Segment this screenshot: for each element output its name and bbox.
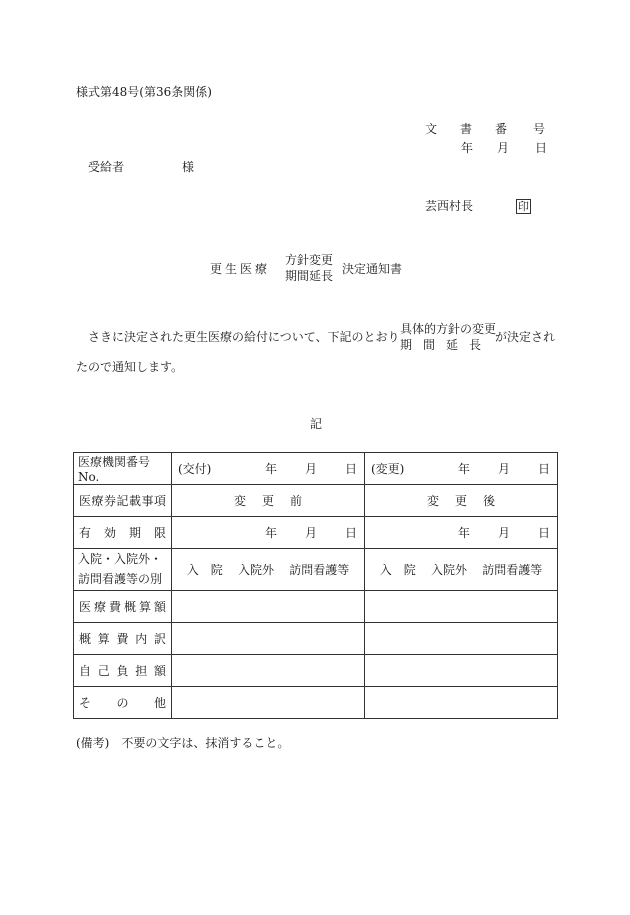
title-prefix: 更生医療 [210, 262, 271, 276]
other-after-cell[interactable] [365, 686, 558, 718]
body-option-char: 延 [446, 337, 459, 352]
document-number-line [425, 123, 545, 135]
month-label: 月 [305, 462, 318, 476]
issue-date-line [461, 142, 547, 154]
body-options [400, 322, 496, 353]
seal-mark: 印 [518, 200, 530, 213]
inpatient-option[interactable]: 入 院 [379, 562, 416, 577]
doc-number-char: 書 [460, 122, 473, 136]
doc-number-char: 番 [495, 122, 508, 136]
table-row [74, 622, 558, 654]
recipient-honorific: 様 [182, 160, 195, 174]
day-label: 日 [535, 141, 548, 155]
day-label: 日 [538, 526, 551, 540]
month-label: 月 [498, 462, 511, 476]
copayment-after-cell[interactable] [365, 654, 558, 686]
before-change-cell[interactable] [172, 485, 365, 517]
body-option-char: 期 [400, 337, 413, 352]
copayment-before-cell[interactable] [172, 654, 365, 686]
title-option-period-extension: 期間延長 [285, 268, 334, 283]
day-label: 日 [345, 526, 358, 540]
row-label-care-type [74, 549, 172, 591]
care-type-label-line2: 訪問看護等の別 [78, 572, 163, 587]
changed-date-cell[interactable] [365, 453, 558, 485]
issued-prefix: (交付) [178, 462, 212, 476]
other-before-cell[interactable] [172, 686, 365, 718]
estimated-cost-before-cell[interactable] [172, 590, 365, 622]
table-row [74, 485, 558, 517]
after-change-cell[interactable] [365, 485, 558, 517]
table-row [74, 654, 558, 686]
after-change-char: 後 [483, 494, 496, 508]
body-line-1-suffix: が決定され [495, 330, 556, 344]
before-change-char: 変 [233, 494, 246, 508]
body-line-1: さきに決定された更生医療の給付について、下記のとおり [88, 330, 400, 344]
outpatient-option[interactable]: 入院外 [237, 562, 274, 577]
row-label-ticket-items: 医療券記載事項 [74, 485, 172, 517]
recipient-label: 受給者 [88, 160, 125, 174]
doc-number-char: 文 [425, 122, 438, 136]
home-nursing-option[interactable]: 訪問看護等 [289, 562, 350, 577]
row-label-cost-breakdown: 概算費内訳 [74, 622, 172, 654]
table-row [74, 590, 558, 622]
care-type-after-cell[interactable] [365, 549, 558, 591]
care-type-before-cell[interactable] [172, 549, 365, 591]
doc-number-char: 号 [533, 122, 546, 136]
table-row [74, 686, 558, 718]
day-label: 日 [345, 462, 358, 476]
after-change-char: 変 [426, 494, 439, 508]
issued-date-cell[interactable] [172, 453, 365, 485]
cost-breakdown-after-cell[interactable] [365, 622, 558, 654]
year-label: 年 [458, 462, 471, 476]
validity-after-cell[interactable] [365, 517, 558, 549]
row-label-copayment: 自己負担額 [74, 654, 172, 686]
form-number: 様式第48号(第36条関係) [76, 85, 212, 99]
year-label: 年 [265, 526, 278, 540]
title-suffix: 決定通知書 [342, 262, 403, 276]
details-table [73, 452, 558, 719]
month-label: 月 [497, 141, 510, 155]
year-label: 年 [265, 462, 278, 476]
row-label-validity: 有効期限 [74, 517, 172, 549]
title-options [285, 253, 333, 284]
after-change-char: 更 [454, 494, 467, 508]
row-label-other: その他 [74, 686, 172, 718]
table-row [74, 549, 558, 591]
changed-prefix: (変更) [371, 462, 405, 476]
home-nursing-option[interactable]: 訪問看護等 [482, 562, 543, 577]
body-line-2: たので通知します。 [76, 360, 184, 374]
issuer-line [425, 199, 531, 214]
table-row [74, 453, 558, 485]
inpatient-option[interactable]: 入 院 [186, 562, 223, 577]
year-label: 年 [458, 526, 471, 540]
row-label-institution-no: 医療機関番号No. [74, 453, 172, 485]
remarks-note: (備考) 不要の文字は、抹消すること。 [76, 736, 290, 750]
year-label: 年 [461, 141, 474, 155]
care-type-label-line1: 入院・入院外・ [78, 552, 163, 566]
month-label: 月 [498, 526, 511, 540]
body-option-char: 間 [423, 337, 436, 352]
before-change-char: 前 [290, 494, 303, 508]
record-heading: 記 [310, 417, 323, 431]
day-label: 日 [538, 462, 551, 476]
cost-breakdown-before-cell[interactable] [172, 622, 365, 654]
estimated-cost-after-cell[interactable] [365, 590, 558, 622]
body-option-policy-change: 具体的方針の変更 [400, 322, 497, 336]
title-option-policy-change: 方針変更 [285, 253, 334, 267]
row-label-estimated-cost: 医療費概算額 [74, 590, 172, 622]
month-label: 月 [305, 526, 318, 540]
body-option-period-extension [400, 338, 496, 354]
recipient-line [88, 161, 194, 173]
table-row [74, 517, 558, 549]
before-change-char: 更 [261, 494, 274, 508]
validity-before-cell[interactable] [172, 517, 365, 549]
outpatient-option[interactable]: 入院外 [430, 562, 467, 577]
issuer-name: 芸西村長 [425, 199, 474, 213]
body-option-char: 長 [469, 337, 482, 352]
